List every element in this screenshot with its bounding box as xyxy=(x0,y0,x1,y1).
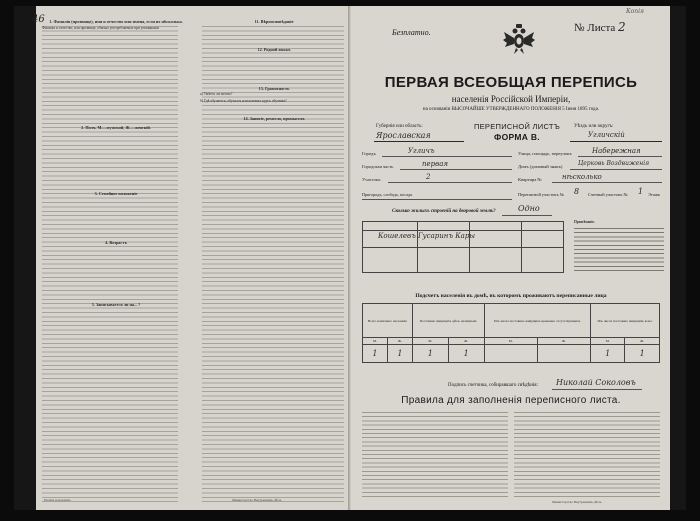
street-value: Набережная xyxy=(592,147,641,155)
district-label: Уѣздъ или округъ: xyxy=(574,124,614,129)
town-label: Городъ xyxy=(362,151,376,156)
col2-q13b: б) Гдѣ обучается, обучался или кончилъ курсъ обученія? xyxy=(200,98,287,103)
col1-heading: 1. Фамилія (прозвище), имя и отчество или имена, если их нѣсколько. xyxy=(49,19,183,24)
table-sub: М. xyxy=(484,338,537,345)
left-footer-left: Печати подлежитъ xyxy=(44,498,71,502)
table-header-3: Изъ числа постоянно живущихъ всего xyxy=(590,304,659,338)
apartment-value: нѣсколько xyxy=(562,173,602,181)
table-cell xyxy=(484,345,537,363)
signature-value: Николай Соколовъ xyxy=(556,378,636,387)
city-part-value: первая xyxy=(422,160,449,168)
table-cell: 1 xyxy=(448,345,484,363)
table-cell: 1 xyxy=(387,345,412,363)
table-cell: 1 xyxy=(625,345,660,363)
owner-box xyxy=(362,221,564,273)
table-sub: М. xyxy=(363,338,388,345)
house-label: Домъ (домовый знакъ) xyxy=(518,164,563,169)
left-page xyxy=(36,6,352,510)
table-sub: Ж. xyxy=(625,338,660,345)
table-header-1: Постоянно живущихъ здѣсь наличныхъ xyxy=(412,304,484,338)
province-label: Губернія или область: xyxy=(376,124,423,129)
counting-no: 1 xyxy=(638,187,644,196)
copy-stamp: Копія xyxy=(626,8,645,15)
right-footer: Министерство Внутреннихъ Дѣлъ xyxy=(552,500,602,504)
sheet-number-value: 2 xyxy=(618,20,626,34)
form-title: ПЕРЕПИСНОЙ ЛИСТЪ xyxy=(473,122,561,131)
population-count-table xyxy=(362,303,660,363)
table-header-2: Изъ числа постоянно живущихъ временно отсутствующихъ xyxy=(484,304,590,338)
province-value: Ярославская xyxy=(376,131,431,140)
left-column-2 xyxy=(200,18,348,122)
col1-q3: 3. Семейное положеніе xyxy=(94,191,138,197)
col2-heading: 11. Вѣроисповѣданіе xyxy=(254,19,294,24)
apartment-label: Квартира № xyxy=(518,177,542,182)
precinct-line xyxy=(388,182,512,183)
suburb-line xyxy=(362,199,512,200)
rules-title: Правила для заполненія переписного листа. xyxy=(401,395,621,406)
col2-q13a: а) Умѣетъ ли читать? xyxy=(200,92,233,97)
col1-q4: 4. Возрастъ xyxy=(105,239,127,245)
census-form-page xyxy=(352,6,670,510)
signature-line xyxy=(552,389,642,390)
scan-frame xyxy=(14,6,686,510)
precinct-value: 2 xyxy=(426,173,431,181)
col1-q2: 2. Полъ. М.—мужской, Ж.—женскій. xyxy=(81,124,151,130)
sheet-number-label: № Листа xyxy=(574,22,616,34)
table-header-0: Всего наличнаго населенія xyxy=(363,304,413,338)
buildings-value: Одно xyxy=(518,204,540,213)
form-name: ФОРМА В. xyxy=(494,132,540,142)
rules-text-col2 xyxy=(514,410,660,498)
rules-text-col1 xyxy=(362,410,508,498)
house-value: Церковь Воздвиженія xyxy=(578,160,650,167)
city-part-label: Городская часть xyxy=(362,164,394,169)
table-sub: М. xyxy=(590,338,625,345)
town-line xyxy=(382,156,512,157)
precinct-label: Участокъ xyxy=(362,177,381,182)
table-sub: Ж. xyxy=(448,338,484,345)
remark-block xyxy=(574,220,664,272)
left-column-1 xyxy=(42,18,190,308)
suburb-label: Пригородъ, слобода, посадъ xyxy=(362,192,413,197)
apartment-line xyxy=(552,182,662,183)
census-subtitle: населенія Россійской Имперіи, xyxy=(451,94,571,104)
table-sub: М. xyxy=(412,338,448,345)
imperial-eagle-emblem xyxy=(502,22,536,56)
col1-q5: 5. Записывается ли на... ? xyxy=(91,302,141,308)
owner-name: Кошелевъ Гусаринъ Кары xyxy=(378,232,476,240)
signature-label: Подпись счетчика, собиравшаго свѣдѣнія: xyxy=(448,383,538,388)
street-label: Улица, площадь, переулокъ xyxy=(518,151,572,156)
buildings-label: Сколько жилыхъ строеній на дворовой землѣ? xyxy=(392,209,496,214)
table-cell: 1 xyxy=(590,345,625,363)
house-line xyxy=(570,169,662,170)
left-footer-right: Министерство Внутреннихъ Дѣлъ xyxy=(232,498,282,502)
col2-q13: 13. Грамотность xyxy=(258,85,290,91)
district-value: Угличскій xyxy=(588,131,625,139)
district-line xyxy=(570,141,662,142)
table-sub: Ж. xyxy=(387,338,412,345)
col2-q14: 14. Занятіе, ремесло, промыселъ xyxy=(243,116,305,122)
archive-page-number: 46 xyxy=(32,14,45,25)
town-value: Угличъ xyxy=(408,147,435,155)
col2-q12: 12. Родной языкъ xyxy=(257,47,291,53)
counter-no: 8 xyxy=(574,187,580,196)
counting-no-label: Счетный участокъ № xyxy=(588,192,628,197)
city-part-line xyxy=(400,169,512,170)
table-cell: 1 xyxy=(412,345,448,363)
floor-label: Этажъ xyxy=(648,192,661,197)
col1-note: Фамилія и отчество, или прозвище, обычно употребляемые при упоминаніи xyxy=(42,26,159,31)
count-title: Подсчетъ населенія въ домѣ, въ которомъ проживаютъ переписанные лица xyxy=(415,293,607,299)
table-sub: Ж. xyxy=(537,338,590,345)
province-line xyxy=(374,141,464,142)
buildings-line xyxy=(502,215,552,216)
free-label: Безплатно. xyxy=(392,28,431,37)
table-cell: 1 xyxy=(363,345,388,363)
census-basis: на основаніи ВЫСОЧАЙШЕ УТВЕРЖДЕННАГО ПОЛОЖЕНІЯ 5 Іюня 1895 года. xyxy=(422,107,600,112)
census-title: ПЕРВАЯ ВСЕОБЩАЯ ПЕРЕПИСЬ xyxy=(384,74,638,91)
remark-text-lines xyxy=(574,226,664,272)
table-cell xyxy=(537,345,590,363)
street-line xyxy=(578,156,662,157)
remark-label: Примѣчаніе. xyxy=(574,220,595,224)
counter-label: Переписной участокъ № xyxy=(518,192,564,197)
